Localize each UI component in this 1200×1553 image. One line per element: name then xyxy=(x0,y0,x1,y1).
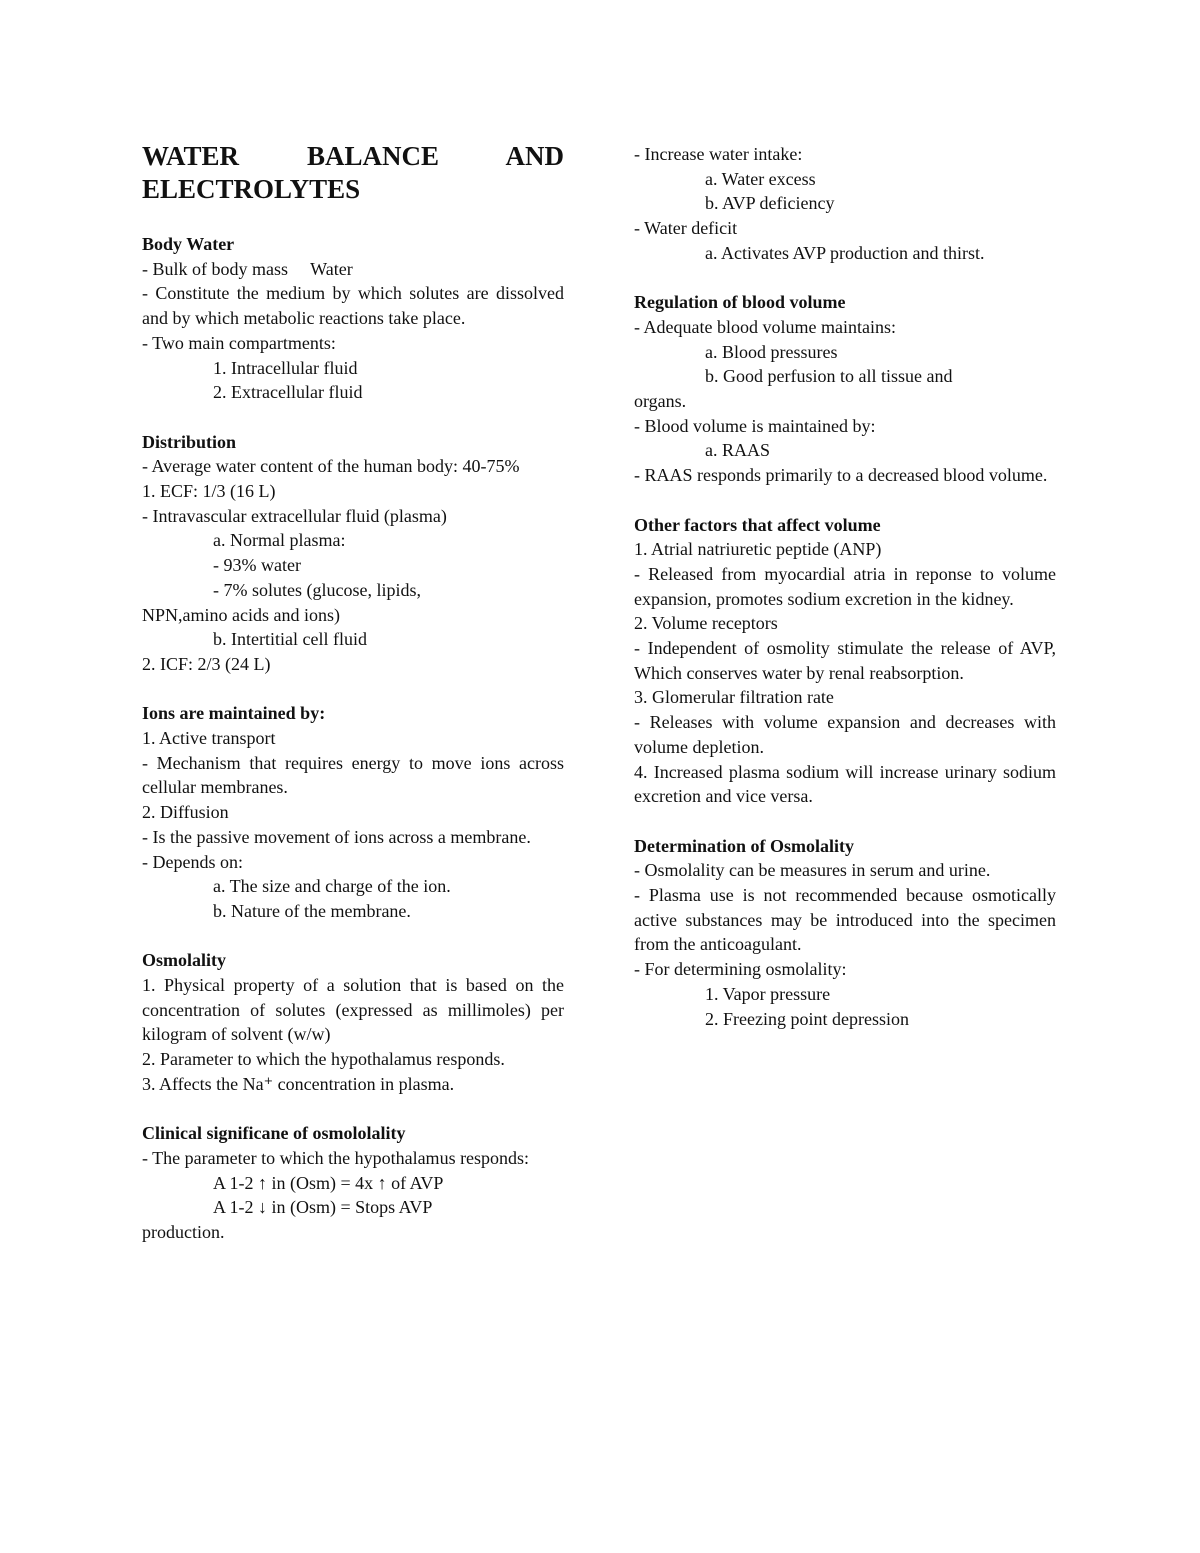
section-ions xyxy=(142,701,564,923)
heading-blood-volume: Regulation of blood volume xyxy=(634,292,846,313)
text-line: - Two main compartments: xyxy=(142,332,336,353)
text-line: - Osmolality can be measures in serum and urine. xyxy=(634,860,991,881)
text-line: - Average water content of the human body: 40-75% xyxy=(142,456,520,477)
left-column xyxy=(142,140,564,1245)
list-item: a. Blood pressures xyxy=(705,341,838,362)
text-line: organs. xyxy=(634,391,687,412)
heading-other-factors: Other factors that affect volume xyxy=(634,514,881,535)
text-line: - Independent of osmolity stimulate the release of AVP, Which conserves water by renal reabsorption. xyxy=(634,638,1056,683)
text-line: 2. Diffusion xyxy=(142,802,229,823)
text-line: 2. ICF: 2/3 (24 L) xyxy=(142,653,271,674)
list-item: 2. Freezing point depression xyxy=(705,1008,909,1029)
text-line: NPN,amino acids and ions) xyxy=(142,604,340,625)
list-item: a. Activates AVP production and thirst. xyxy=(705,242,985,263)
section-water-intake xyxy=(634,142,1056,266)
list-item: a. RAAS xyxy=(705,440,771,461)
text-line: - Adequate blood volume maintains: xyxy=(634,316,896,337)
document-title: WATER BALANCE AND ELECTROLYTES xyxy=(142,141,564,204)
section-determination xyxy=(634,834,1056,1032)
section-clinical-significance xyxy=(142,1121,564,1245)
text-line: - Plasma use is not recommended because osmotically active substances may be introduced into the specimen from the anticoagulant. xyxy=(634,885,1056,955)
section-other-factors xyxy=(634,513,1056,809)
text-line: - The parameter to which the hypothalamus responds: xyxy=(142,1147,530,1168)
text-line: 1. ECF: 1/3 (16 L) xyxy=(142,481,276,502)
text-line: - Releases with volume expansion and decreases with volume depletion. xyxy=(634,712,1056,757)
text-line: - Increase water intake: xyxy=(634,144,803,164)
text-line: 1. Active transport xyxy=(142,728,276,749)
text-line: 2. Volume receptors xyxy=(634,613,778,634)
list-item: - 7% solutes (glucose, lipids, xyxy=(213,579,421,600)
heading-clinical-significance: Clinical significane of osmololality xyxy=(142,1123,406,1144)
heading-body-water: Body Water xyxy=(142,234,235,254)
section-body-water xyxy=(142,232,564,405)
list-item: b. Good perfusion to all tissue and xyxy=(705,366,953,387)
text-line: production. xyxy=(142,1222,225,1243)
list-item: a. Normal plasma: xyxy=(213,530,346,551)
text-line: 3. Glomerular filtration rate xyxy=(634,687,834,708)
text-line: 2. Parameter to which the hypothalamus responds. xyxy=(142,1049,505,1070)
text-line: - RAAS responds primarily to a decreased blood volume. xyxy=(634,465,1048,486)
heading-ions: Ions are maintained by: xyxy=(142,703,326,724)
list-item: A 1-2 ↓ in (Osm) = Stops AVP xyxy=(213,1197,433,1218)
text-line: - Mechanism that requires energy to move ions across cellular membranes. xyxy=(142,752,564,798)
heading-determination: Determination of Osmolality xyxy=(634,835,854,856)
text-line: - Intravascular extracellular fluid (plasma) xyxy=(142,505,447,526)
list-item: 1. Intracellular fluid xyxy=(213,357,358,378)
text-line: - For determining osmolality: xyxy=(634,959,847,980)
text-line: 3. Affects the Na⁺ concentration in plasma. xyxy=(142,1073,455,1094)
text-line: - Water deficit xyxy=(634,218,738,239)
text-line: - Is the passive movement of ions across a membrane. xyxy=(142,826,531,847)
text-line: - Depends on: xyxy=(142,851,243,872)
list-item: a. Water excess xyxy=(705,168,816,189)
list-item: - 93% water xyxy=(213,555,301,576)
list-item: 1. Vapor pressure xyxy=(705,983,831,1004)
text-line: 4. Increased plasma sodium will increase urinary sodium excretion and vice versa. xyxy=(634,761,1056,807)
section-distribution xyxy=(142,430,564,677)
section-osmolality xyxy=(142,948,564,1096)
text-line: - Released from myocardial atria in reponse to volume expansion, promotes sodium excretion in the kidney. xyxy=(634,563,1056,609)
list-item: b. AVP deficiency xyxy=(705,193,835,214)
heading-distribution: Distribution xyxy=(142,431,237,452)
list-item: b. Nature of the membrane. xyxy=(213,900,411,921)
text-line: - Blood volume is maintained by: xyxy=(634,415,876,436)
right-column xyxy=(634,142,1056,1031)
list-item: A 1-2 ↑ in (Osm) = 4x ↑ of AVP xyxy=(213,1172,444,1193)
text-line: 1. Atrial natriuretic peptide (ANP) xyxy=(634,539,882,560)
section-blood-volume xyxy=(634,290,1056,488)
text-line: - Constitute the medium by which solutes are dissolved and by which metabolic reactions take place. xyxy=(142,283,564,329)
text-line: - Bulk of body mass Water xyxy=(142,258,353,279)
heading-osmolality: Osmolality xyxy=(142,950,226,971)
text-line: 1. Physical property of a solution that is based on the concentration of solutes (expressed as millimoles) per kilogram of solvent (w/w) xyxy=(142,975,564,1045)
list-item: a. The size and charge of the ion. xyxy=(213,876,451,897)
list-item: b. Intertitial cell fluid xyxy=(213,629,367,650)
list-item: 2. Extracellular fluid xyxy=(213,382,363,403)
